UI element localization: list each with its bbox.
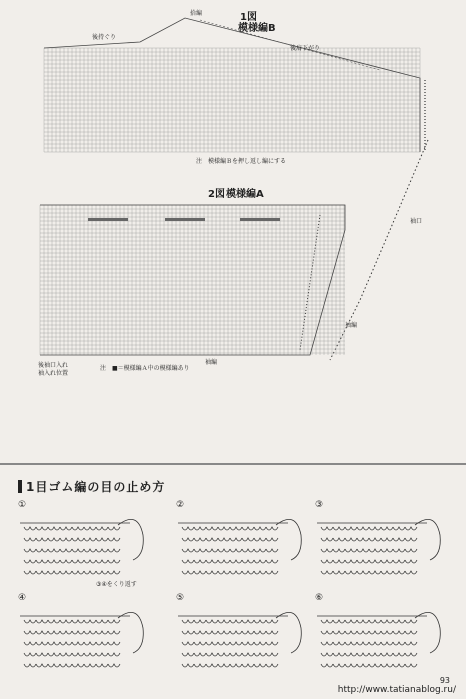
fig2-rib-label-bottom: 袖編 (205, 359, 218, 366)
step-4-number: ④ (18, 593, 27, 603)
step-6-illustration (317, 612, 440, 667)
fig2-rib-label-right: 袖編 (345, 322, 358, 329)
fig1-note-right: 後肩下がり (290, 45, 321, 52)
method-title: 1目ゴム編の目の止め方 (18, 478, 165, 495)
fig2-label: 2図 (208, 189, 225, 200)
step-6-number: ⑥ (315, 593, 324, 603)
bottom-note-2: 袖入れ位置 (38, 370, 69, 377)
fig2-pattern-title: 模様編A (226, 189, 264, 200)
step-3-illustration (317, 519, 440, 574)
step-5-number: ⑤ (176, 593, 185, 603)
fig1-footnote: 注 模様編Ｂを押し返し編にする (196, 158, 287, 165)
fig2-footnote: 注 ■＝模様編Ａ中の模様編あり (100, 365, 190, 372)
fig1-note-top: 拾編 (190, 10, 203, 17)
fig2-outline (40, 205, 345, 355)
bottom-note-1: 後袖口入れ (38, 362, 69, 369)
step-2-illustration (178, 519, 301, 574)
step-1-number: ① (18, 500, 27, 510)
step-2-number: ② (176, 500, 185, 510)
pattern-bar-2 (165, 218, 205, 221)
fig2-sleeve-label: 袖口 (410, 218, 423, 225)
step-4-illustration (20, 612, 143, 667)
step-3-number: ③ (315, 500, 324, 510)
step-5-illustration (178, 612, 301, 667)
pattern-bar-3 (240, 218, 280, 221)
fig1-pattern-title: 模様編B (238, 23, 276, 34)
step-4-note: ③④をくり返す (96, 581, 137, 588)
pattern-bar-1 (88, 218, 128, 221)
footer-url[interactable]: http://www.tatianablog.ru/ (337, 685, 456, 695)
fig2-grid (40, 205, 345, 355)
section-divider (0, 463, 466, 465)
page-number: 93 (439, 676, 450, 685)
fig1-label: 1図 (240, 12, 257, 23)
step-1-illustration (20, 519, 143, 574)
fig1-note-top-left: 後持ぐり (92, 34, 117, 41)
